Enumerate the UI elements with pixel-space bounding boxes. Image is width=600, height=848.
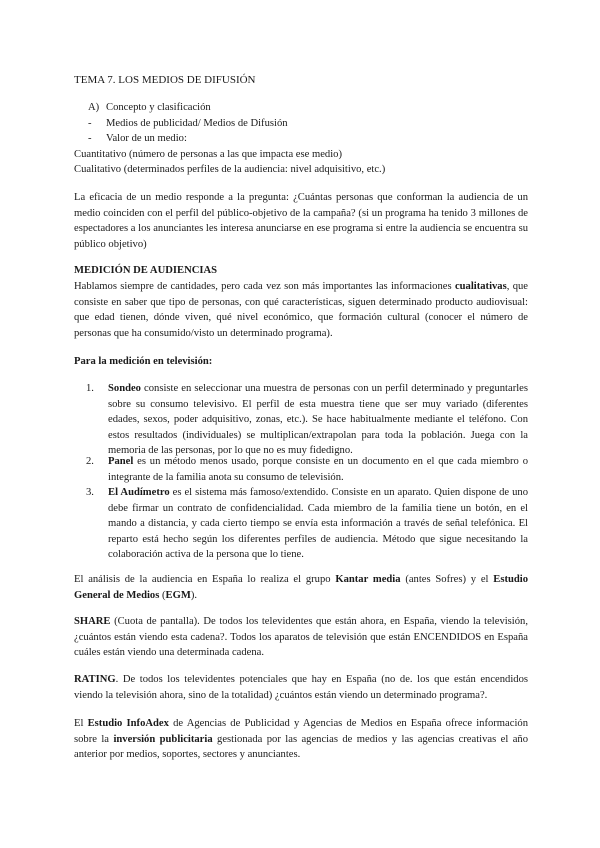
rating-paragraph [74,672,528,703]
item-text: es el sistema más famoso/extendido. Consiste en un aparato. Quien dispone de uno debe firmar un contrato de confidencialidad. Cada miembro de la familia tiene un botón, en el mando a distancia, y cada cierto tiempo se envía esta información a través de señal telefónica. El reparto está hecho según los diferentes perfiles de audiencia. Método que sigue necesitando la colaboración activa de la persona que lo tiene. [108,487,529,561]
text-run: , que consiste en saber que tipo de personas, con qué características, siguen determinado producto audiovisual: que edad tienen, dónde viven, qué nivel económico, que formación cultural (conocer el número de personas que ha consumido/visto un determinado programa). [74,281,529,339]
outline-item-c [74,131,528,147]
outline-item-a [74,100,528,116]
text-run: (antes Sofres) y el [400,574,494,585]
text-run: Hablamos siempre de cantidades, pero cada vez son más importantes las informaciones [74,281,455,292]
text-run: ( [159,589,166,601]
bold-term: Estudio General de Medios [74,574,528,601]
text-run: (Cuota de pantalla). De todos los televidentes que están ahora, en España, viendo la televisión, ¿cuántos están viendo esta cadena?. Todos los aparatos de televisión que están ENCENDIDOS en España cuáles están viendo una determinada cadena. [74,616,528,659]
outline-item-b [74,116,528,132]
item-term: El Audímetro [108,487,170,498]
item-term: Panel [108,456,134,467]
item-term: Sondeo [108,383,141,394]
eficacia-paragraph: La eficacia de un medio responde a la pregunta: ¿Cuántas personas que conforman la audiencia de un medio coinciden con el perfil del público-objetivo de la campaña? (si un programa ha tenido 3 millones de espectadores a los anunciantes les interesa anunciarse en ese programa si entre la audiencia se encuentra su público objetivo) [74,192,528,250]
share-paragraph [74,614,528,661]
dash-marker: - [88,133,92,145]
text-run: gestionada por las agencias de medios y las agencias creativas el año anterior por medios, soportes, sectores y anunciantes. [74,733,528,761]
medicion-paragraph [74,279,528,341]
item-text: consiste en seleccionar una muestra de personas con un perfil determinado y preguntarles sobre su consumo televisivo. El perfil de esta muestra tiene que ser muy variado (diferentes edades, sexos, poder adquisitivo, zonas, etc.). Se hace habitualmente mediante el teléfono. Con estos resultados (individuales) se multiplican/extrapolan para toda la población. Juega con la memoria de las personas, por lo que no es muy fidedigno. [108,383,528,457]
bold-term: Kantar media [335,574,401,585]
outline-item-text: Medios de publicidad/ Medios de Difusión [106,117,288,129]
item-text: es un método menos usado, porque consiste en un documento en el que cada miembro o integrante de la familia anota su consumo de televisión. [108,456,528,483]
bold-term: inversión publicitaria [113,733,213,745]
bold-term: RATING [74,674,116,685]
bold-term: Estudio InfoAdex [87,718,169,729]
numbered-item-panel [86,454,528,485]
numbered-item-audimetro [86,485,528,563]
text-run: de Agencias de Publicidad y Agencias de Medios en España ofrece información sobre la [74,718,528,745]
text-run: El [74,718,88,729]
analisis-paragraph [74,572,528,603]
outline-list [74,100,528,178]
text-run: ). [190,589,198,601]
outline-item-text: Concepto y clasificación [106,102,211,113]
bold-term: cualitativas [454,281,507,292]
bold-term: EGM [165,589,191,601]
document-title: TEMA 7. LOS MEDIOS DE DIFUSIÓN [74,74,256,86]
medicion-heading: MEDICIÓN DE AUDIENCIAS [74,265,218,276]
item-number: 2. [86,456,94,467]
dash-marker: - [88,117,92,129]
item-number: 3. [86,487,94,498]
infoadex-paragraph [74,716,528,763]
item-number: 1. [86,383,94,394]
tv-heading: Para la medición en televisión: [74,356,213,367]
outline-item-text: Valor de un medio: [106,133,187,145]
numbered-item-sondeo [86,381,528,459]
bold-term: SHARE [74,616,111,627]
cualitativo-line: Cualitativo (determinados perfiles de la audiencia: nivel adquisitivo, etc.) [74,164,386,176]
text-run: . De todos los televidentes potenciales que hay en España (no de. los que están encendidos viendo la televisión ahora, sino de la totalidad) ¿cuántos están viendo un determinado programa?. [74,674,528,701]
outline-marker: A) [88,102,100,113]
text-run: El análisis de la audiencia en España lo realiza el grupo [74,574,336,585]
cuantitativo-line: Cuantitativo (número de personas a las que impacta ese medio) [74,148,342,160]
